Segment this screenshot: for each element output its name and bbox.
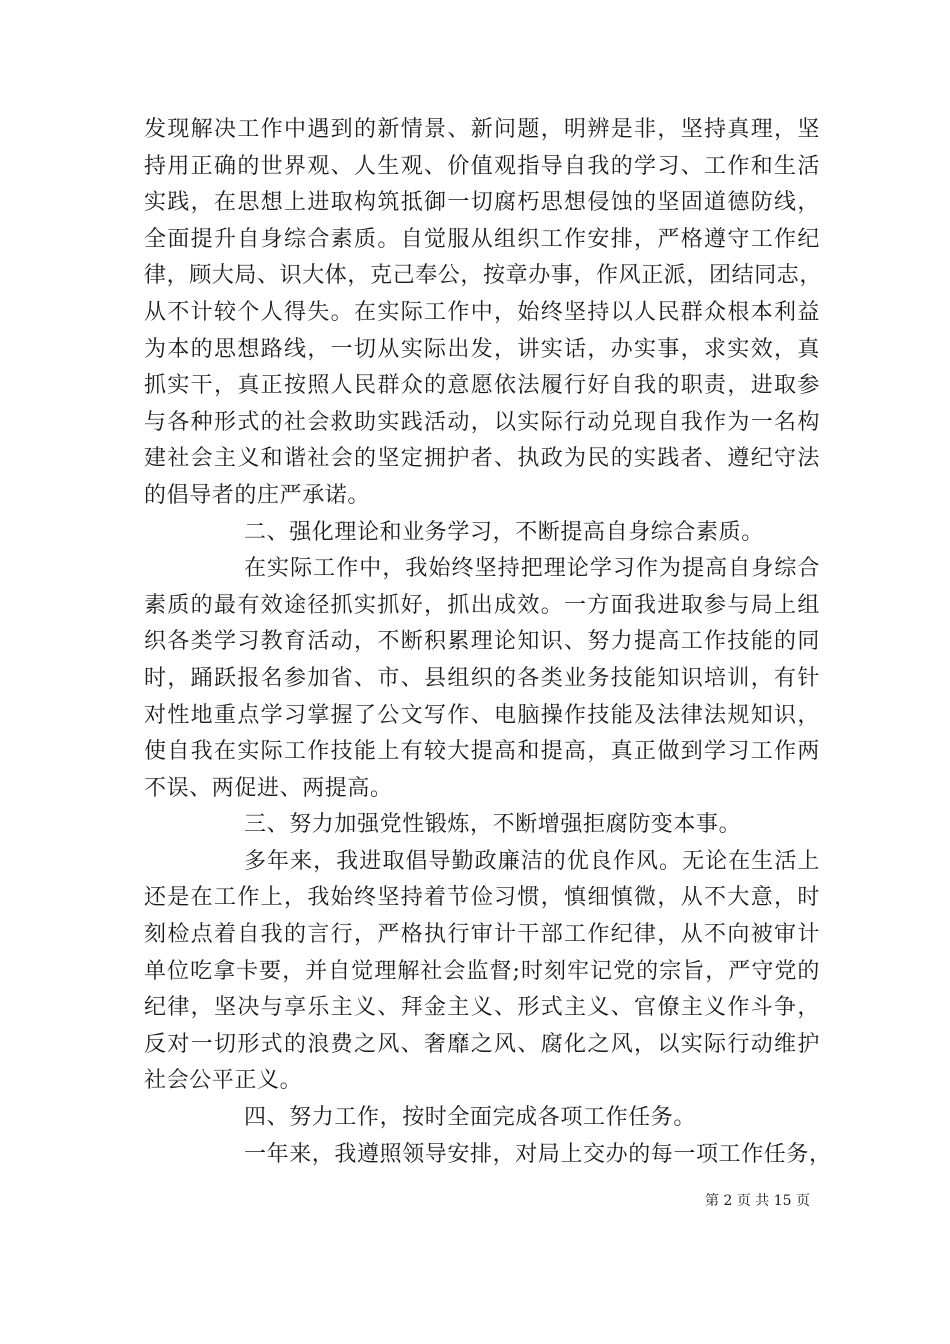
body-line: 为本的思想路线，一切从实际出发，讲实话，办实事，求实效，真 <box>144 336 820 362</box>
body-line: 建社会主义和谐社会的坚定拥护者、执政为民的实践者、遵纪守法 <box>144 446 820 472</box>
body-line: 不误、两促进、两提高。 <box>144 775 393 801</box>
body-line: 发现解决工作中遇到的新情景、新问题，明辨是非，坚持真理，坚 <box>144 117 820 142</box>
document-body <box>144 112 832 1173</box>
body-line: 与各种形式的社会救助实践活动，以实际行动兑现自我作为一名构 <box>144 409 820 435</box>
body-line: 使自我在实际工作技能上有较大提高和提高，真正做到学习工作两 <box>144 739 820 765</box>
page-number: 第 2 页 共 15 页 <box>705 1193 810 1209</box>
body-line: 持用正确的世界观、人生观、价值观指导自我的学习、工作和生活 <box>144 153 820 179</box>
body-line: 对性地重点学习掌握了公文写作、电脑操作技能及法律法规知识， <box>144 702 820 728</box>
body-line: 一年来，我遵照领导安排，对局上交办的每一项工作任务， <box>244 1141 832 1167</box>
body-line: 抓实干，真正按照人民群众的意愿依法履行好自我的职责，进取参 <box>144 373 820 399</box>
body-line: 的倡导者的庄严承诺。 <box>144 482 371 508</box>
body-line: 全面提升自身综合素质。自觉服从组织工作安排，严格遵守工作纪 <box>144 226 820 252</box>
body-line: 多年来，我进取倡导勤政廉洁的优良作风。无论在生活上 <box>244 848 820 874</box>
body-line: 素质的最有效途径抓实抓好，抓出成效。一方面我进取参与局上组 <box>144 592 820 618</box>
body-line: 单位吃拿卡要，并自觉理解社会监督;时刻牢记党的宗旨，严守党的 <box>144 958 820 984</box>
section-heading: 三、努力加强党性锻炼，不断增强拒腐防变本事。 <box>244 812 742 838</box>
body-line: 还是在工作上，我始终坚持着节俭习惯，慎细慎微，从不大意，时 <box>144 885 820 911</box>
body-line: 实践，在思想上进取构筑抵御一切腐朽思想侵蚀的坚固道德防线， <box>144 190 820 216</box>
body-line: 社会公平正义。 <box>144 1068 303 1094</box>
section-heading: 二、强化理论和业务学习，不断提高自身综合素质。 <box>244 519 764 545</box>
body-line: 时，踊跃报名参加省、市、县组织的各类业务技能知识培训，有针 <box>144 665 820 691</box>
body-line: 在实际工作中，我始终坚持把理论学习作为提高自身综合 <box>244 556 820 582</box>
body-line: 纪律，坚决与享乐主义、拜金主义、形式主义、官僚主义作斗争， <box>144 995 820 1021</box>
body-line: 刻检点着自我的言行，严格执行审计干部工作纪律，从不向被审计 <box>144 922 820 948</box>
section-heading: 四、努力工作，按时全面完成各项工作任务。 <box>244 1105 697 1131</box>
body-line: 反对一切形式的浪费之风、奢靡之风、腐化之风，以实际行动维护 <box>144 1031 820 1057</box>
body-line: 织各类学习教育活动，不断积累理论知识、努力提高工作技能的同 <box>144 629 820 655</box>
body-line: 从不计较个人得失。在实际工作中，始终坚持以人民群众根本利益 <box>144 299 820 325</box>
body-line: 律，顾大局、识大体，克己奉公，按章办事，作风正派，团结同志， <box>144 263 823 289</box>
